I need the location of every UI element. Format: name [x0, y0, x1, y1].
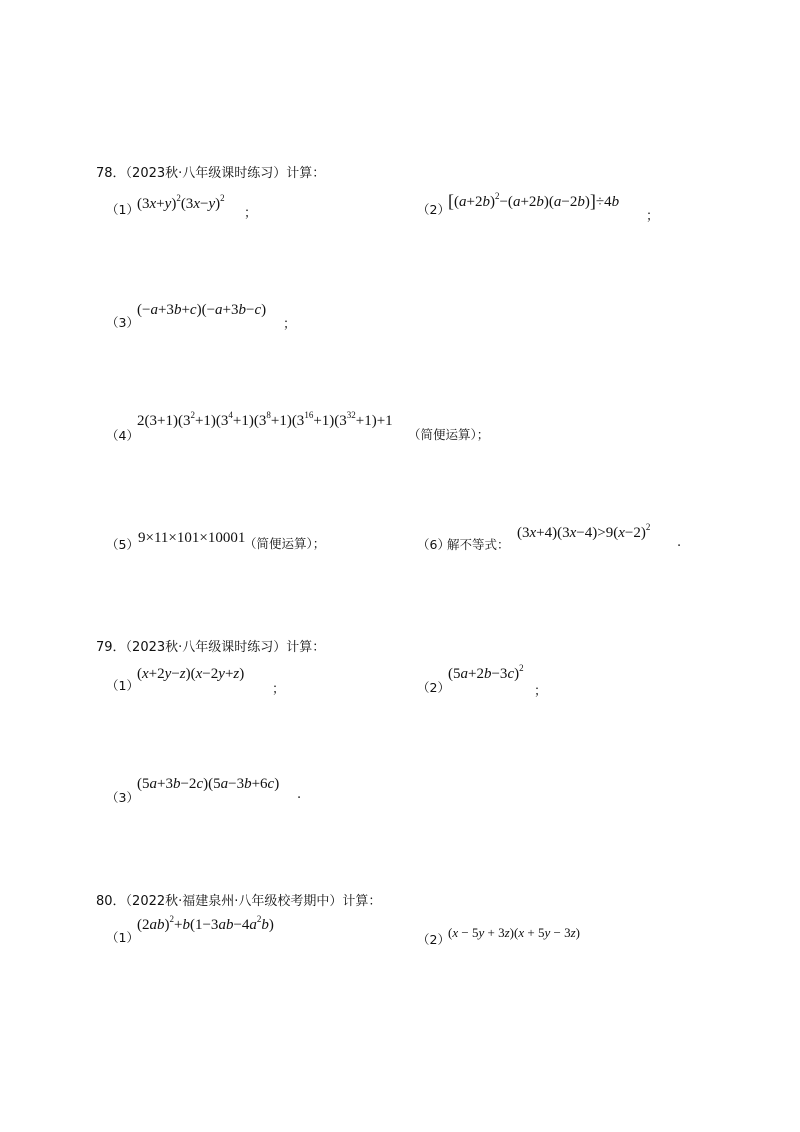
q78-part6-inequality: $(3x+4)(3x-4)>9(x-2)^2$: [517, 522, 651, 541]
q78-part4-note: （简便运算）；: [408, 427, 490, 442]
question-79-title: 79．（2023秋·八年级课时练习）计算：: [96, 640, 326, 655]
q79-part1-expression: (x+2y−z)(x−2y+z): [137, 666, 245, 682]
q78-part4-label: （4）: [106, 428, 139, 443]
q79-part3-label: （3）: [106, 790, 139, 805]
q79-part3-expression: (5a+3b−2c)(5a−3b+6c): [137, 776, 280, 792]
q78-part2-label: （2）: [417, 202, 450, 217]
q80-part2-label: （2）: [417, 932, 450, 947]
q78-part5-expression: 9×11×101×10001: [138, 530, 246, 546]
q78-part5-note: （简便运算）；: [244, 536, 326, 551]
q78-part6-label: （6）: [417, 537, 450, 552]
q79-part1-label: （1）: [106, 678, 139, 693]
question-78-title: 78．（2023秋·八年级课时练习）计算：: [96, 166, 326, 181]
q80-part1-expression: $(2ab)^2+b(1-3ab-4a^2b)$: [137, 914, 274, 933]
q79-part3-period: .: [297, 787, 302, 802]
q79-part2-label: （2）: [417, 680, 450, 695]
q79-part1-semicolon: ；: [272, 682, 286, 697]
q78-part5-label: （5）: [106, 537, 139, 552]
question-80-title: 80．（2022秋·福建泉州·八年级校考期中）计算：: [96, 894, 382, 909]
q78-part1-label: （1）: [106, 202, 139, 217]
q78-part3-semicolon: ；: [283, 317, 297, 332]
q78-part3-expression: (−a+3b+c)(−a+3b−c): [137, 302, 267, 318]
q80-part1-label: （1）: [106, 930, 139, 945]
q79-part2-expression: $(5a+2b-3c)^2$: [448, 663, 524, 682]
q78-part6-prefix: 解不等式：: [447, 537, 510, 552]
q78-part2-semicolon: ；: [646, 209, 660, 224]
q78-part1-expression: $(3x+y)^2(3x-y)^2$: [137, 193, 225, 212]
q78-part3-label: （3）: [106, 315, 139, 330]
q78-part2-expression: $[(a+2b)^2-(a+2b)(a-2b)]\div 4b$: [448, 191, 620, 211]
q78-part4-expression: $2(3+1)(3^2+1)(3^4+1)(3^8+1)(3^{16}+1)(3^{32}+1)+1$: [137, 410, 393, 429]
q79-part2-semicolon: ；: [534, 684, 548, 699]
q78-part6-period: .: [677, 535, 682, 550]
q78-part1-semicolon: ；: [244, 206, 258, 221]
q80-part2-expression: (x − 5y + 3z)(x + 5y − 3z): [448, 925, 580, 940]
